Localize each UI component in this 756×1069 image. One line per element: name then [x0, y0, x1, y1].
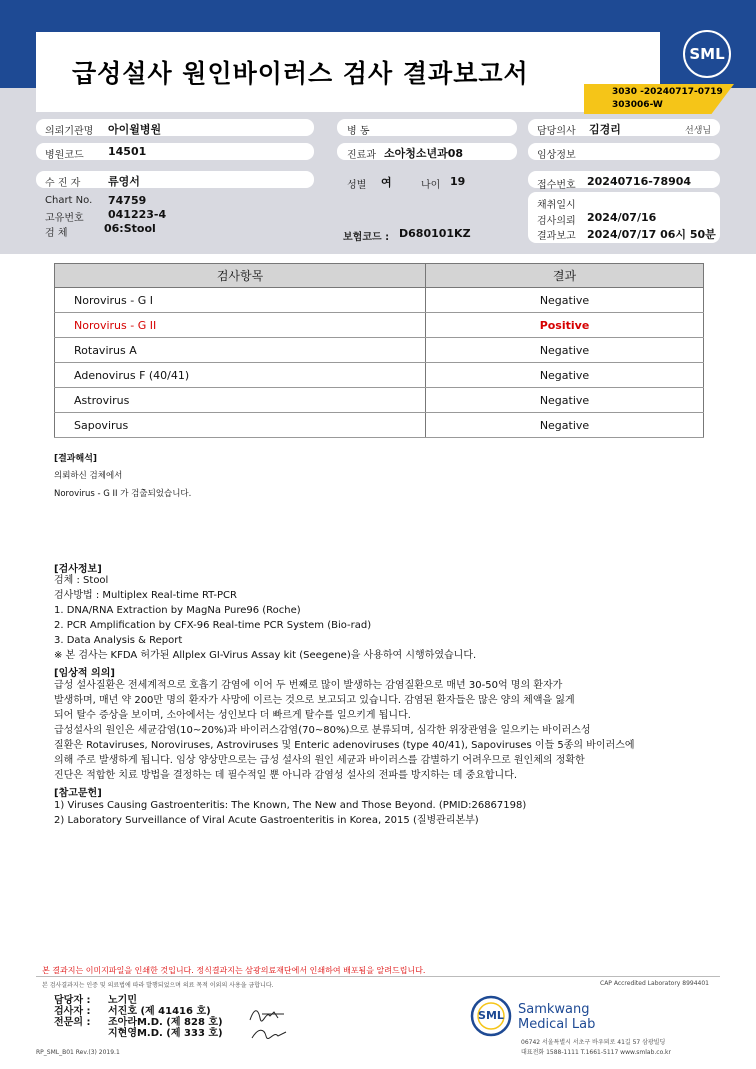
test-info-line: ※ 본 검사는 KFDA 허가된 Allplex GI-Virus Assay kit (Seegene)을 사용하여 시행하였습니다. — [54, 650, 477, 661]
collect-label: 채취일시 — [537, 200, 576, 211]
footer-notice: 본 결과지는 이미지파일을 인쇄한 것입니다. 정식결과지는 삼광의료재단에서 인쇄하여 배포됨을 알려드립니다. — [42, 966, 426, 975]
samkwang-logo-text: SML — [478, 1009, 504, 1022]
table-row — [55, 338, 704, 363]
clinical-meaning-line: 발생하며, 매년 약 200만 명의 환자가 사망에 이르는 것으로 보고되고 있습니다. 감염된 환자들은 많은 양의 체액을 잃게 — [54, 695, 575, 706]
result-date-label: 결과보고 — [537, 231, 576, 242]
age-label: 나이 — [421, 180, 441, 191]
table-row — [55, 288, 704, 313]
test-info-line: 3. Data Analysis & Report — [54, 635, 183, 646]
table-row — [55, 363, 704, 388]
expert-label: 전문의 : — [54, 1017, 91, 1028]
test-info-line: 검사방법 : Multiplex Real-time RT-PCR — [54, 590, 237, 601]
clinical-meaning-line: 진단은 적합한 치료 방법을 결정하는 데 필수적일 뿐 아니라 감염성 설사의 전파를 방지하는 데 중요합니다. — [54, 770, 518, 781]
test-result: Negative — [426, 288, 704, 313]
report-id — [612, 86, 723, 112]
chart-no-label: Chart No. — [45, 195, 93, 206]
test-item: Adenovirus F (40/41) — [55, 363, 426, 388]
test-item: Rotavirus A — [55, 338, 426, 363]
lab-phone: 대표전화 1588-1111 T.1661-5117 www.smlab.co.kr — [521, 1049, 671, 1056]
form-code: RP_SML_B01 Rev.(3) 2019.1 — [36, 1049, 120, 1056]
test-info-line: 검체 : Stool — [54, 575, 109, 586]
manager-value: 노기민 — [108, 995, 137, 1006]
test-info-title: [검사정보] — [54, 564, 102, 575]
test-result: Negative — [426, 338, 704, 363]
header-result: 결과 — [426, 264, 704, 288]
doctor-label: 담당의사 — [537, 126, 576, 137]
interpretation-title: [결과해석] — [54, 454, 98, 464]
unique-no-label: 고유번호 — [45, 213, 84, 224]
lab-address: 06742 서울특별시 서초구 바우뫼로 41길 57 삼광빌딩 — [521, 1039, 666, 1046]
test-info-line: 1. DNA/RNA Extraction by MagNa Pure96 (Roche) — [54, 605, 301, 616]
tester-label: 검사자 : — [54, 1006, 91, 1017]
header-strip — [36, 88, 584, 112]
manager-label: 담당자 : — [54, 995, 91, 1006]
clinical-meaning-line: 의해 주로 발생하게 됩니다. 임상 양상만으로는 급성 설사의 원인 세균과 바이러스를 감별하기 어려우므로 원인체의 정확한 — [54, 755, 585, 766]
result-date-value: 2024/07/17 06시 50분 — [587, 228, 716, 241]
hospital-code-label: 병원코드 — [45, 150, 84, 161]
test-result: Negative — [426, 388, 704, 413]
sex-value: 여 — [381, 176, 392, 189]
chart-no-value: 74759 — [108, 194, 147, 207]
test-result: Negative — [426, 363, 704, 388]
doctor-value: 김경리 — [589, 123, 621, 136]
table-row — [55, 413, 704, 438]
test-info-line: 2. PCR Amplification by CFX-96 Real-time PCR System (Bio-rad) — [54, 620, 372, 631]
sml-logo-icon: SML — [683, 30, 731, 78]
specimen-label: 검 체 — [45, 228, 68, 239]
references-title: [참고문헌] — [54, 788, 102, 799]
footer-small-notice: 본 검사결과지는 인증 및 의료법에 따라 발행되었으며 의료 목적 이외의 사용을 금합니다. — [42, 982, 274, 989]
lab-name — [518, 1002, 595, 1032]
doctor-suffix: 선생님 — [685, 126, 712, 136]
table-row-positive — [55, 313, 704, 338]
patient-name-label: 수 진 자 — [45, 178, 81, 189]
insurance-value: D680101KZ — [399, 227, 471, 240]
dept-label: 진료과 — [347, 150, 376, 161]
reference-line: 2) Laboratory Surveillance of Viral Acute Gastroenteritis in Korea, 2015 (질병관리본부) — [54, 815, 479, 826]
table-header-row — [55, 264, 704, 288]
expert1-value: 조아라M.D. (제 828 호) — [108, 1017, 223, 1028]
test-item: Norovirus - G II — [55, 313, 426, 338]
test-item: Norovirus - G I — [55, 288, 426, 313]
receipt-value: 20240716-78904 — [587, 175, 692, 188]
reference-line: 1) Viruses Causing Gastroenteritis: The Known, The New and Those Beyond. (PMID:26867198) — [54, 800, 527, 811]
request-label: 검사의뢰 — [537, 216, 576, 227]
ward-label: 병 동 — [347, 126, 370, 137]
header-item: 검사항목 — [55, 264, 426, 288]
clinical-label: 임상정보 — [537, 150, 576, 161]
report-id-line1: 3030 -20240717-0719 — [612, 87, 723, 97]
interpretation-line: Norovirus - G II 가 검출되었습니다. — [54, 489, 192, 499]
sex-label: 성별 — [347, 180, 367, 191]
test-result: Negative — [426, 413, 704, 438]
clinical-meaning-line: 되어 탈수 증상을 보이며, 소아에서는 성인보다 더 빠르게 탈수를 일으키게 됩니다. — [54, 710, 411, 721]
institution-value: 아이윌병원 — [108, 123, 162, 136]
patient-name-value: 류영서 — [108, 175, 140, 188]
interpretation-line: 의뢰하신 검체에서 — [54, 471, 123, 481]
signature-icon — [244, 1004, 300, 1042]
cap-accreditation: CAP Accredited Laboratory 8994401 — [600, 980, 709, 987]
request-value: 2024/07/16 — [587, 211, 657, 224]
clinical-meaning-line: 급성설사의 원인은 세균감염(10~20%)과 바이러스감염(70~80%)으로 분류되며, 심각한 위장관염을 일으키는 바이러스성 — [54, 725, 591, 736]
clinical-meaning-title: [임상적 의의] — [54, 668, 115, 679]
results-table — [54, 263, 704, 438]
report-id-line2: 303006-W — [612, 100, 663, 110]
test-item: Sapovirus — [55, 413, 426, 438]
expert2-value: 지현영M.D. (제 333 호) — [108, 1028, 223, 1039]
hospital-code-value: 14501 — [108, 145, 147, 158]
lab-name-line2: Medical Lab — [518, 1017, 596, 1032]
clinical-meaning-line: 급성 설사질환은 전세계적으로 호흡기 감염에 이어 두 번째로 많이 발생하는 감염질환으로 매년 30-50억 명의 환자가 — [54, 680, 563, 691]
lab-name-line1: Samkwang — [518, 1002, 590, 1017]
test-result: Positive — [426, 313, 704, 338]
clinical-meaning-line: 질환은 Rotaviruses, Noroviruses, Astroviruses 및 Enteric adenoviruses (type 40/41), Sapoviruses 이들 5종의 바이러스에 — [54, 740, 635, 751]
insurance-label: 보험코드 : — [343, 232, 390, 243]
institution-label: 의뢰기관명 — [45, 126, 94, 137]
test-item: Astrovirus — [55, 388, 426, 413]
page-title: 급성설사 원인바이러스 검사 결과보고서 — [72, 59, 529, 88]
receipt-label: 접수번호 — [537, 180, 576, 191]
unique-no-value: 041223-4 — [108, 208, 167, 221]
table-row — [55, 388, 704, 413]
specimen-value: 06:Stool — [104, 222, 156, 235]
tester-value: 서진호 (제 41416 호) — [108, 1006, 211, 1017]
footer-divider — [36, 976, 720, 977]
age-value: 19 — [450, 175, 466, 188]
dept-value: 소아청소년과08 — [384, 147, 464, 160]
